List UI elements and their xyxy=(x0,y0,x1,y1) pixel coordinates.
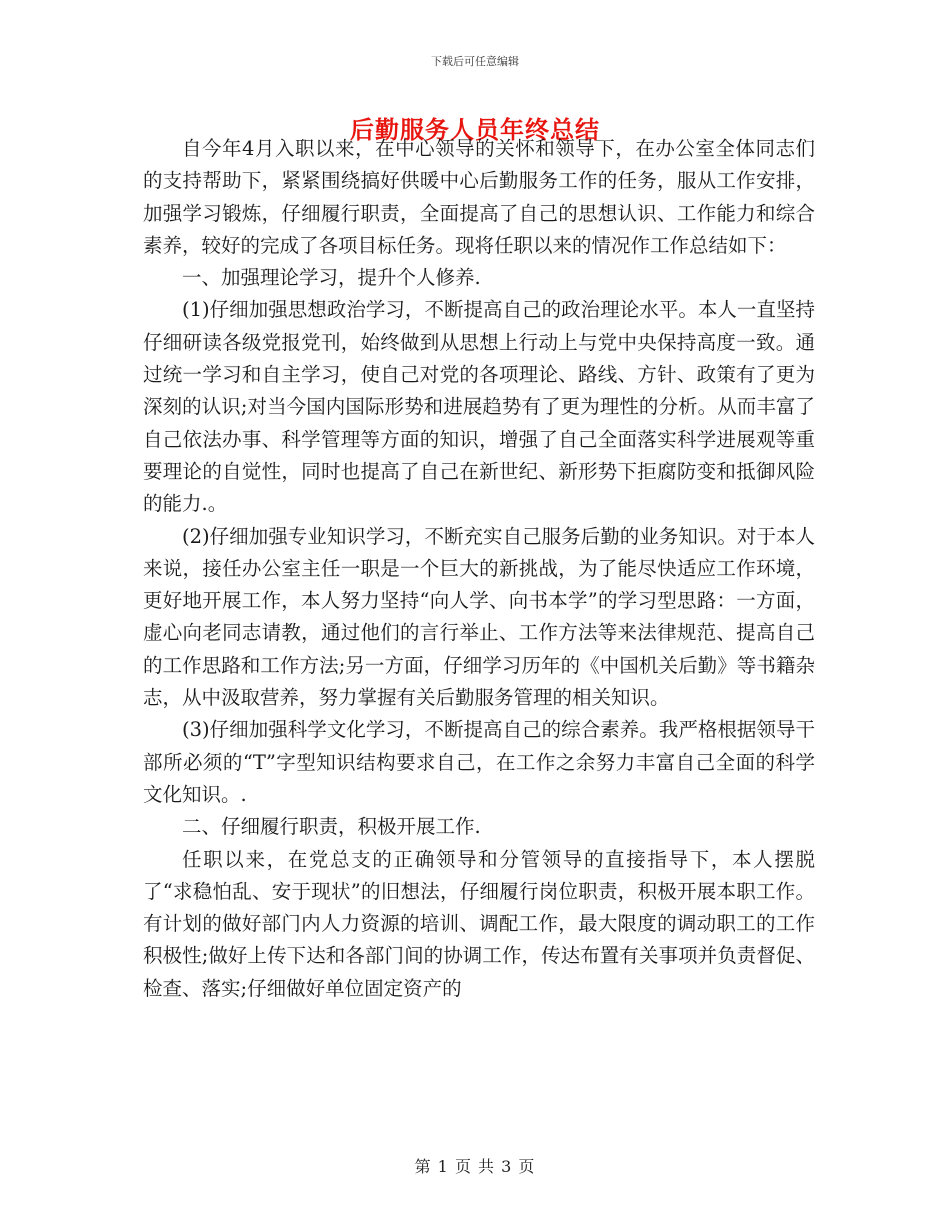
document-body xyxy=(143,133,815,1005)
header-note: 下载后可任意编辑 xyxy=(431,55,519,68)
paragraph-intro: 自今年4月入职以来，在中心领导的关怀和领导下，在办公室全体同志们的支持帮助下，紧紧围绕搞好供暖中心后勤服务工作的任务，服从工作安排，加强学习锻炼，仔细履行职责，全面提高了自己的思想认识、工作能力和综合素养，较好的完成了各项目标任务。现将任职以来的情况作工作总结如下： xyxy=(143,137,815,257)
section-heading-1: 一、加强理论学习，提升个人修养. xyxy=(182,266,481,290)
paragraph-item-2: (2)仔细加强专业知识学习，不断充实自己服务后勤的业务知识。对于本人来说，接任办公室主任一职是一个巨大的新挑战，为了能尽快适应工作环境，更好地开展工作，本人努力坚持“向人学、向书本学”的学习型思路：一方面，虚心向老同志请教，通过他们的言行举止、工作方法等来法律规范、提高自己的工作思路和工作方法;另一方面，仔细学习历年的《中国机关后勤》等书籍杂志，从中汲取营养，努力掌握有关后勤服务管理的相关知识。 xyxy=(143,524,815,710)
paragraph-duties: 任职以来，在党总支的正确领导和分管领导的直接指导下，本人摆脱了“求稳怕乱、安于现状”的旧想法，仔细履行岗位职责，积极开展本职工作。有计划的做好部门内人力资源的培训、调配工作，最大限度的调动职工的工作积极性;做好上传下达和各部门间的协调工作，传达布置有关事项并负责督促、检查、落实;仔细做好单位固定资产的 xyxy=(143,847,815,1000)
section-heading-2: 二、仔细履行职责，积极开展工作. xyxy=(182,815,481,839)
document-title: 后勤服务人员年终总结 xyxy=(350,115,600,144)
page-number: 第 1 页 共 3 页 xyxy=(414,1157,536,1176)
paragraph-item-3: (3)仔细加强科学文化学习，不断提高自己的综合素养。我严格根据领导干部所必须的“T”字型知识结构要求自己，在工作之余努力丰富自己全面的科学文化知识。. xyxy=(143,718,815,806)
paragraph-item-1: (1)仔细加强思想政治学习，不断提高自己的政治理论水平。本人一直坚持仔细研读各级党报党刊，始终做到从思想上行动上与党中央保持高度一致。通过统一学习和自主学习，使自己对党的各项理论、路线、方针、政策有了更为深刻的认识;对当今国内国际形势和进展趋势有了更为理性的分析。从而丰富了自己依法办事、科学管理等方面的知识，增强了自己全面落实科学进展观等重要理论的自觉性，同时也提高了自己在新世纪、新形势下拒腐防变和抵御风险的能力.。 xyxy=(143,298,815,516)
